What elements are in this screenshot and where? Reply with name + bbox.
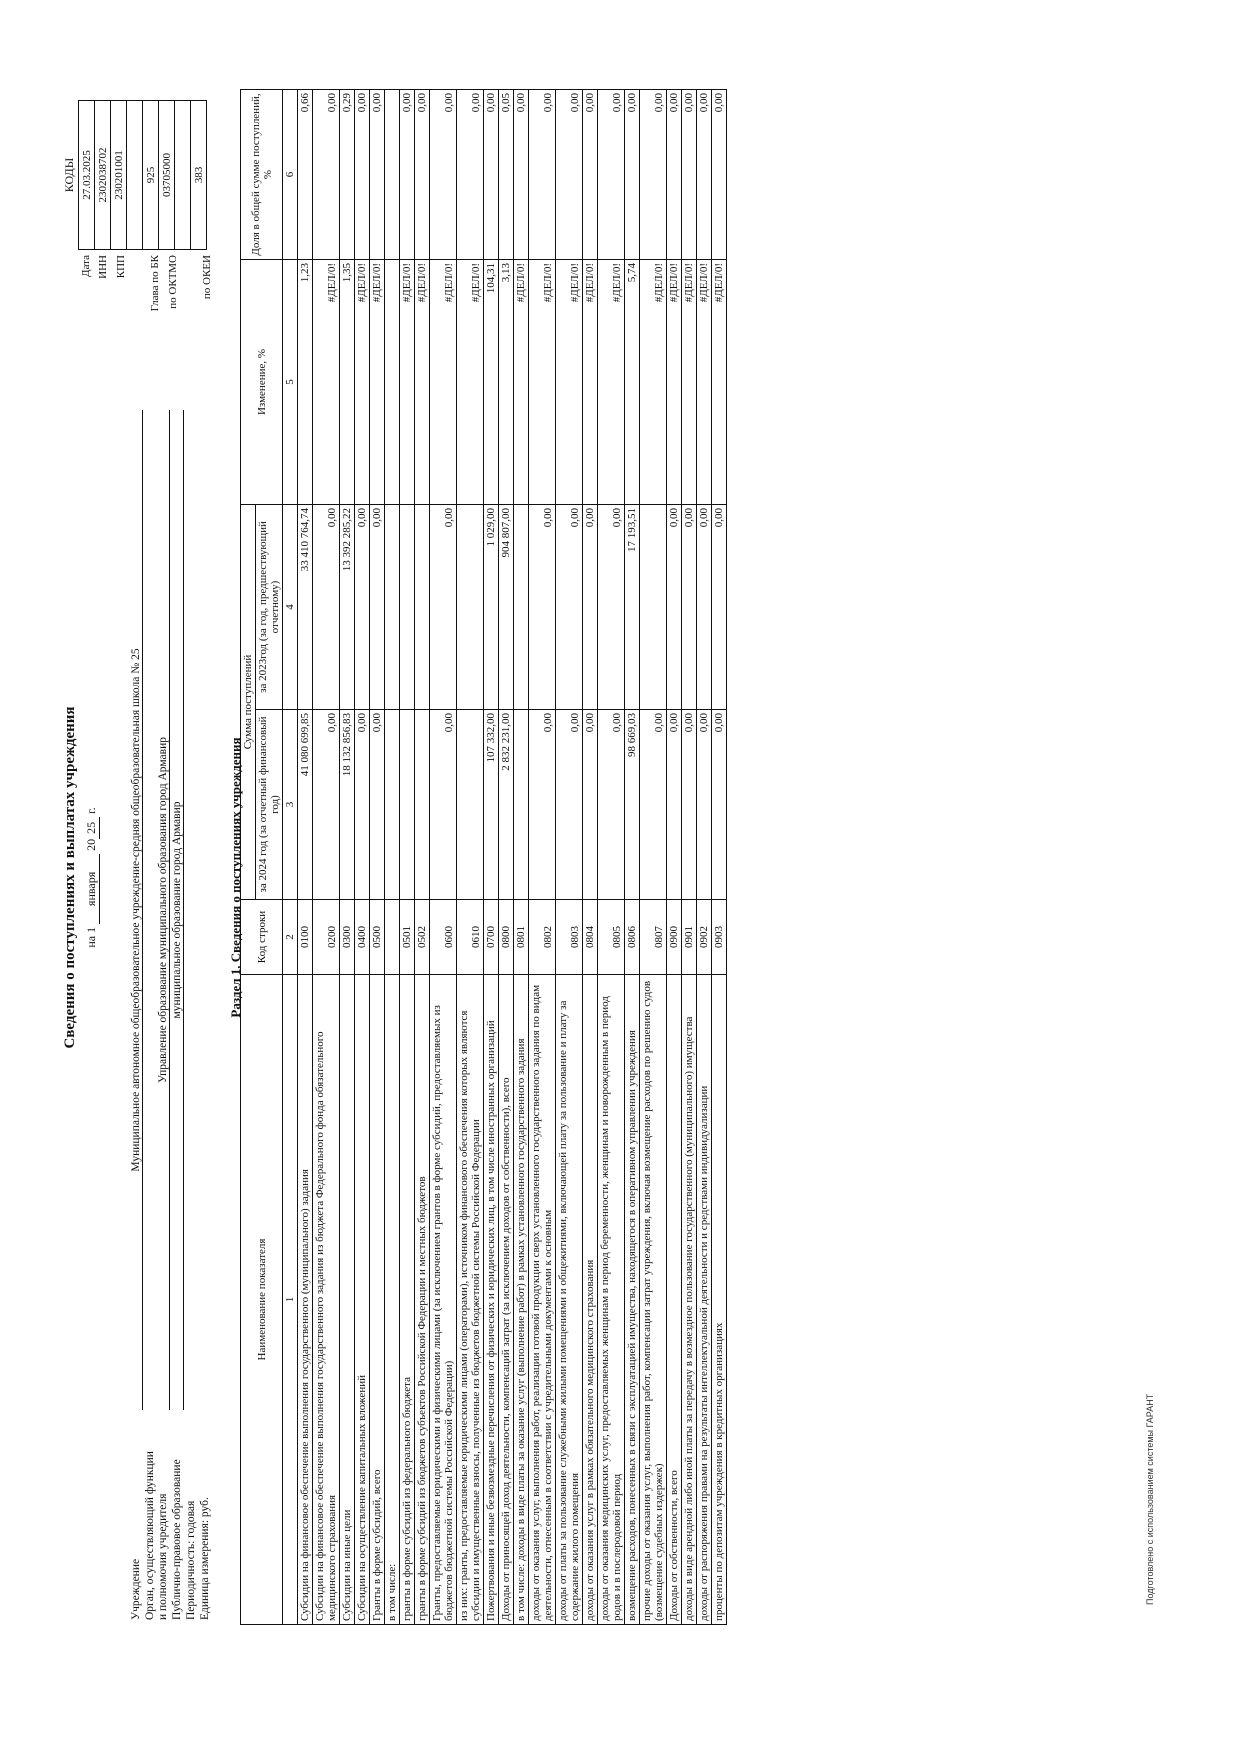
row-code: 0902 <box>697 900 712 975</box>
row-share-percent: 0,00 <box>400 90 415 260</box>
row-change-percent: #ДЕЛ/0! <box>682 260 697 505</box>
row-change-percent: #ДЕЛ/0! <box>583 260 598 505</box>
row-change-percent: 1,35 <box>340 260 355 505</box>
row-previous-year: 0,00 <box>370 505 385 710</box>
row-name: Доходы от собственности, всего <box>667 975 682 1625</box>
row-current-year: 0,00 <box>529 710 556 900</box>
receipts-table <box>240 89 727 1625</box>
document-title: Сведения о поступлениях и выплатах учреждения <box>62 706 78 1049</box>
row-current-year <box>514 710 529 900</box>
row-current-year: 0,00 <box>313 710 340 900</box>
row-change-percent: #ДЕЛ/0! <box>370 260 385 505</box>
row-share-percent: 0,00 <box>430 90 457 260</box>
row-current-year: 0,00 <box>355 710 370 900</box>
row-change-percent: #ДЕЛ/0! <box>640 260 667 505</box>
periodicity-label: Периодичность: годовая <box>185 1500 197 1620</box>
row-current-year: 0,00 <box>697 710 712 900</box>
row-share-percent: 0,00 <box>415 90 430 260</box>
code-value: 383 <box>191 101 207 250</box>
table-row <box>697 90 712 1625</box>
row-code: 0700 <box>484 900 499 975</box>
table-row <box>529 90 556 1625</box>
row-previous-year: 0,00 <box>556 505 583 710</box>
row-current-year: 0,00 <box>583 710 598 900</box>
table-row <box>313 90 340 1625</box>
row-share-percent: 0,00 <box>370 90 385 260</box>
row-change-percent: #ДЕЛ/0! <box>355 260 370 505</box>
row-current-year: 0,00 <box>667 710 682 900</box>
row-code: 0100 <box>298 900 313 975</box>
row-change-percent: #ДЕЛ/0! <box>598 260 625 505</box>
code-label: Глава по БК <box>149 255 162 312</box>
table-row <box>430 90 457 1625</box>
row-name: доходы от распоряжения правами на результаты интеллектуальной деятельности и средствами индивидуализации <box>697 975 712 1625</box>
row-code: 0610 <box>457 900 484 975</box>
table-row <box>484 90 499 1625</box>
row-previous-year: 0,00 <box>583 505 598 710</box>
code-value <box>175 101 191 250</box>
row-name: проценты по депозитам учреждения в кредитных организациях <box>712 975 727 1625</box>
date-month: января <box>84 854 100 924</box>
code-value: 925 <box>143 101 159 250</box>
row-previous-year <box>385 505 400 710</box>
founder-label-line2: и полномочия учредителя <box>157 1493 169 1620</box>
codes-row <box>191 101 207 250</box>
row-current-year: 0,00 <box>682 710 697 900</box>
row-change-percent: #ДЕЛ/0! <box>457 260 484 505</box>
code-label: по ОКТМО <box>166 255 179 309</box>
row-share-percent: 0,00 <box>514 90 529 260</box>
table-row <box>400 90 415 1625</box>
row-current-year: 0,00 <box>430 710 457 900</box>
table-row <box>712 90 727 1625</box>
row-share-percent: 0,29 <box>340 90 355 260</box>
row-change-percent: #ДЕЛ/0! <box>697 260 712 505</box>
row-code: 0802 <box>529 900 556 975</box>
codes-row <box>111 101 127 250</box>
codes-row <box>143 101 159 250</box>
row-change-percent: 5,74 <box>625 260 640 505</box>
row-code: 0502 <box>415 900 430 975</box>
date-suffix: г. <box>84 807 98 814</box>
date-prefix: на 1 <box>84 926 98 948</box>
row-name: доходы от оказания услуг, выполнения работ, реализации готовой продукции сверх установленного государственного задания по видам деятельности, отнесенным в соответствии с учредительными документами к основным <box>529 975 556 1625</box>
row-share-percent: 0,00 <box>697 90 712 260</box>
row-name: прочие доходы от оказания услуг, выполнения работ, компенсации затрат учреждения, включая возмещение расходов по решению судов (возмещение судебных издержек) <box>640 975 667 1625</box>
row-change-percent: #ДЕЛ/0! <box>556 260 583 505</box>
column-number: 5 <box>283 260 298 505</box>
row-name: Субсидии на осуществление капитальных вложений <box>355 975 370 1625</box>
system-note: Подготовлено с использованием системы ГАРАНТ <box>1145 1393 1155 1605</box>
row-share-percent: 0,00 <box>598 90 625 260</box>
section-title: Раздел 1. Сведения о поступлениях учреждения <box>228 737 243 1018</box>
row-previous-year: 13 392 285,22 <box>340 505 355 710</box>
row-previous-year <box>400 505 415 710</box>
table-row <box>457 90 484 1625</box>
row-name: доходы от платы за пользование служебными жилыми помещениями и общежитиями, включающей плату за пользование и плату за содержание жилого помещения <box>556 975 583 1625</box>
codes-row <box>95 101 111 250</box>
row-previous-year: 33 410 764,74 <box>298 505 313 710</box>
row-previous-year: 0,00 <box>355 505 370 710</box>
row-name: гранты в форме субсидий из бюджетов субъектов Российской Федерации и местных бюджетов <box>415 975 430 1625</box>
row-share-percent <box>385 90 400 260</box>
row-previous-year: 0,00 <box>667 505 682 710</box>
row-previous-year <box>415 505 430 710</box>
row-previous-year: 904 807,00 <box>499 505 514 710</box>
table-row <box>385 90 400 1625</box>
code-label: Дата <box>80 255 92 277</box>
row-share-percent: 0,00 <box>667 90 682 260</box>
table-row <box>667 90 682 1625</box>
row-code: 0501 <box>400 900 415 975</box>
code-value: 27.03.2025 <box>79 101 95 250</box>
row-code <box>385 900 400 975</box>
row-change-percent <box>385 260 400 505</box>
row-share-percent: 0,66 <box>298 90 313 260</box>
row-current-year <box>385 710 400 900</box>
table-row <box>370 90 385 1625</box>
row-share-percent: 0,00 <box>529 90 556 260</box>
row-share-percent: 0,00 <box>457 90 484 260</box>
row-code: 0600 <box>430 900 457 975</box>
institution-value: Муниципальное автономное общеобразовательное учреждение-средняя общеобразовательная школа № 25 <box>130 410 143 1410</box>
row-previous-year: 0,00 <box>682 505 697 710</box>
row-code: 0803 <box>556 900 583 975</box>
code-value: 03705000 <box>159 101 175 250</box>
code-value: 2302038702 <box>95 101 111 250</box>
row-name: из них: гранты, предоставляемые юридическими лицами (операторами), источником финансового обеспечения которых являются субсидии и имущественные взносы, полученные из бюджетов бюджетной системы Российской Федерации <box>457 975 484 1625</box>
column-number: 2 <box>283 900 298 975</box>
row-previous-year: 0,00 <box>430 505 457 710</box>
row-current-year: 107 332,00 <box>484 710 499 900</box>
col-header-previous-year: за 2023год (за год, предшествующий отчетному) <box>256 505 283 710</box>
row-share-percent: 0,00 <box>712 90 727 260</box>
row-name: Доходы от приносящей доход деятельности, компенсаций затрат (за исключением доходов от собственности), всего <box>499 975 514 1625</box>
row-name: возмещение расходов, понесенных в связи с эксплуатацией имущества, находящегося в оперативном управлении учреждения <box>625 975 640 1625</box>
row-code: 0806 <box>625 900 640 975</box>
row-previous-year: 1 029,00 <box>484 505 499 710</box>
date-year-prefix: 20 <box>84 838 98 851</box>
row-share-percent: 0,00 <box>640 90 667 260</box>
row-name: Пожертвования и иные безвозмездные перечисления от физических и юридических лиц, в том числе иностранных организаций <box>484 975 499 1625</box>
row-current-year: 0,00 <box>712 710 727 900</box>
col-header-share: Доля в общей сумме поступлений, % <box>241 90 283 260</box>
codes-header: КОДЫ <box>62 157 76 193</box>
code-value: 230201001 <box>111 101 127 250</box>
row-code: 0400 <box>355 900 370 975</box>
row-code: 0805 <box>598 900 625 975</box>
row-name: доходы от оказания медицинских услуг, предоставляемых женщинам в период беременности, женщинам и новорожденным в период родов и в послеродовой период <box>598 975 625 1625</box>
row-change-percent: 3,13 <box>499 260 514 505</box>
row-previous-year: 0,00 <box>529 505 556 710</box>
row-name: Субсидии на финансовое обеспечение выполнения государственного задания из бюджета Федерального фонда обязательного медицинского страхования <box>313 975 340 1625</box>
row-current-year <box>415 710 430 900</box>
row-change-percent: #ДЕЛ/0! <box>529 260 556 505</box>
table-row <box>499 90 514 1625</box>
column-number: 1 <box>283 975 298 1625</box>
row-change-percent: 1,23 <box>298 260 313 505</box>
row-share-percent: 0,00 <box>313 90 340 260</box>
row-previous-year: 0,00 <box>697 505 712 710</box>
row-change-percent: #ДЕЛ/0! <box>415 260 430 505</box>
col-header-sum-group: Сумма поступлений <box>241 505 256 900</box>
table-row <box>640 90 667 1625</box>
row-previous-year <box>640 505 667 710</box>
row-share-percent: 0,00 <box>556 90 583 260</box>
row-name: в том числе: <box>385 975 400 1625</box>
table-row <box>583 90 598 1625</box>
row-current-year: 0,00 <box>556 710 583 900</box>
row-current-year: 41 080 699,85 <box>298 710 313 900</box>
codes-row <box>175 101 191 250</box>
codes-row <box>127 101 143 250</box>
row-code: 0900 <box>667 900 682 975</box>
col-header-name: Наименование показателя <box>241 975 283 1625</box>
table-row <box>340 90 355 1625</box>
codes-row <box>159 101 175 250</box>
row-name: в том числе: доходы в виде платы за оказание услуг (выполнение работ) в рамках установленного государственного задания <box>514 975 529 1625</box>
row-code: 0807 <box>640 900 667 975</box>
row-share-percent: 0,05 <box>499 90 514 260</box>
row-share-percent: 0,00 <box>625 90 640 260</box>
table-row <box>682 90 697 1625</box>
row-change-percent: 104,31 <box>484 260 499 505</box>
col-header-change: Изменение, % <box>241 260 283 505</box>
table-row <box>514 90 529 1625</box>
row-share-percent: 0,00 <box>355 90 370 260</box>
row-name: доходы от оказания услуг в рамках обязательного медицинского страхования <box>583 975 598 1625</box>
row-change-percent: #ДЕЛ/0! <box>712 260 727 505</box>
row-previous-year <box>514 505 529 710</box>
code-value <box>127 101 143 250</box>
row-code: 0300 <box>340 900 355 975</box>
row-share-percent: 0,00 <box>583 90 598 260</box>
code-label: ИНН <box>97 255 110 279</box>
col-header-code: Код строки <box>241 900 283 975</box>
date-year: 25 <box>84 817 100 839</box>
row-share-percent: 0,00 <box>682 90 697 260</box>
table-row <box>556 90 583 1625</box>
row-name: Гранты, предоставляемые юридическими и физическими лицами (за исключением грантов в форме субсидий, предоставляемых из бюджетов бюджетной системы Российской Федерации) <box>430 975 457 1625</box>
table-row <box>415 90 430 1625</box>
row-current-year: 98 669,03 <box>625 710 640 900</box>
code-label: КПП <box>114 255 127 279</box>
row-previous-year: 0,00 <box>313 505 340 710</box>
founder-value: Управление образование муниципального образования город Армавир <box>157 410 170 1410</box>
row-previous-year <box>457 505 484 710</box>
row-previous-year: 17 193,51 <box>625 505 640 710</box>
row-name: доходы в виде арендной либо иной платы за передачу в возмездное пользование государственного (муниципального) имущества <box>682 975 697 1625</box>
codes-table <box>78 100 207 250</box>
table-row <box>598 90 625 1625</box>
column-number: 6 <box>283 90 298 260</box>
unit-label: Единица измерения: руб. <box>199 1497 211 1620</box>
row-code: 0903 <box>712 900 727 975</box>
table-row <box>298 90 313 1625</box>
row-current-year: 18 132 856,83 <box>340 710 355 900</box>
row-change-percent: #ДЕЛ/0! <box>313 260 340 505</box>
row-code: 0804 <box>583 900 598 975</box>
column-number: 3 <box>283 710 298 900</box>
row-current-year <box>457 710 484 900</box>
row-name: Субсидии на финансовое обеспечение выполнения государственного (муниципального) задания <box>298 975 313 1625</box>
row-change-percent: #ДЕЛ/0! <box>400 260 415 505</box>
row-share-percent: 0,00 <box>484 90 499 260</box>
column-number: 4 <box>283 505 298 710</box>
row-current-year: 0,00 <box>370 710 385 900</box>
row-name: Гранты в форме субсидий, всего <box>370 975 385 1625</box>
row-change-percent: #ДЕЛ/0! <box>430 260 457 505</box>
row-code: 0801 <box>514 900 529 975</box>
row-change-percent: #ДЕЛ/0! <box>667 260 682 505</box>
row-code: 0500 <box>370 900 385 975</box>
municipality-label: Публично-правовое образование <box>171 1459 183 1620</box>
table-row <box>625 90 640 1625</box>
row-previous-year: 0,00 <box>598 505 625 710</box>
row-previous-year: 0,00 <box>712 505 727 710</box>
institution-label: Учреждение <box>130 1558 142 1620</box>
table-row <box>355 90 370 1625</box>
row-name: Субсидии на иные цели <box>340 975 355 1625</box>
row-name: гранты в форме субсидий из федерального бюджета <box>400 975 415 1625</box>
row-code: 0901 <box>682 900 697 975</box>
row-current-year: 2 832 231,00 <box>499 710 514 900</box>
code-label: по ОКЕИ <box>201 255 214 300</box>
row-code: 0200 <box>313 900 340 975</box>
founder-label-line1: Орган, осуществляющий функции <box>144 1451 156 1620</box>
codes-row <box>79 101 95 250</box>
row-current-year: 0,00 <box>640 710 667 900</box>
municipality-value: муниципальное образование город Армавир <box>171 410 184 1410</box>
row-current-year: 0,00 <box>598 710 625 900</box>
row-change-percent: #ДЕЛ/0! <box>514 260 529 505</box>
col-header-current-year: за 2024 год (за отчетный финансовый год) <box>256 710 283 900</box>
row-current-year <box>400 710 415 900</box>
column-numbers-row <box>283 90 298 1625</box>
row-code: 0800 <box>499 900 514 975</box>
